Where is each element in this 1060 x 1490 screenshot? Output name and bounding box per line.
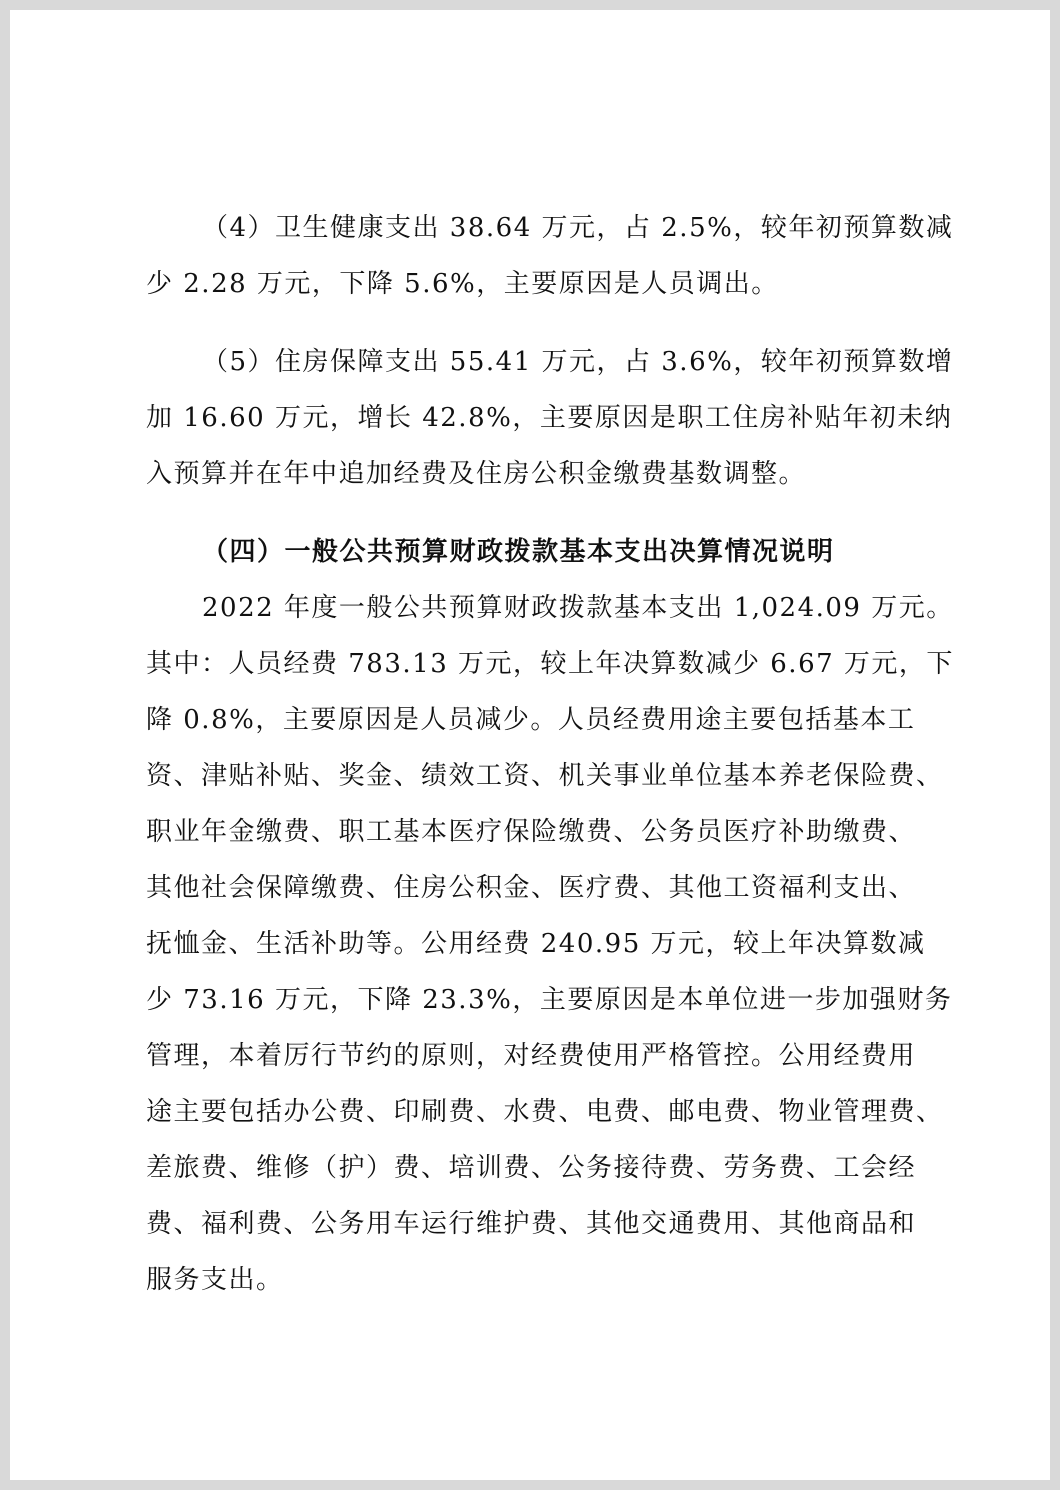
paragraph-line: 降 0.8%，主要原因是人员减少。人员经费用途主要包括基本工 — [146, 705, 916, 735]
document-page — [10, 10, 1050, 1480]
paragraph-line: 少 73.16 万元，下降 23.3%，主要原因是本单位进一步加强财务 — [146, 985, 953, 1015]
paragraph-line: 加 16.60 万元，增长 42.8%，主要原因是职工住房补贴年初未纳 — [146, 403, 953, 433]
paragraph-line: 职业年金缴费、职工基本医疗保险缴费、公务员医疗补助缴费、 — [146, 817, 917, 847]
paragraph-housing-expenditure — [146, 334, 954, 502]
paragraph-line: （4）卫生健康支出 38.64 万元，占 2.5%，较年初预算数减 — [202, 213, 954, 243]
paragraph-line: 管理，本着厉行节约的原则，对经费使用严格管控。公用经费用 — [146, 1041, 917, 1071]
paragraph-line: 其他社会保障缴费、住房公积金、医疗费、其他工资福利支出、 — [146, 873, 917, 903]
paragraph-line: 入预算并在年中追加经费及住房公积金缴费基数调整。 — [146, 459, 807, 489]
paragraph-line: （5）住房保障支出 55.41 万元，占 3.6%，较年初预算数增 — [202, 347, 954, 377]
paragraph-line: 抚恤金、生活补助等。公用经费 240.95 万元，较上年决算数减 — [146, 929, 926, 959]
section-basic-expenditure — [146, 524, 954, 1308]
paragraph-line: 2022 年度一般公共预算财政拨款基本支出 1,024.09 万元。 — [202, 593, 954, 623]
paragraph-line: 资、津贴补贴、奖金、绩效工资、机关事业单位基本养老保险费、 — [146, 761, 944, 791]
paragraph-line: 其中：人员经费 783.13 万元，较上年决算数减少 6.67 万元，下 — [146, 649, 954, 679]
section-heading: （四）一般公共预算财政拨款基本支出决算情况说明 — [202, 537, 835, 567]
paragraph-line: 费、福利费、公务用车运行维护费、其他交通费用、其他商品和 — [146, 1209, 917, 1239]
paragraph-line: 途主要包括办公费、印刷费、水费、电费、邮电费、物业管理费、 — [146, 1097, 944, 1127]
paragraph-line: 少 2.28 万元，下降 5.6%，主要原因是人员调出。 — [146, 269, 779, 299]
paragraph-health-expenditure — [146, 200, 954, 312]
paragraph-line: 服务支出。 — [146, 1265, 284, 1295]
paragraph-line: 差旅费、维修（护）费、培训费、公务接待费、劳务费、工会经 — [146, 1153, 917, 1183]
